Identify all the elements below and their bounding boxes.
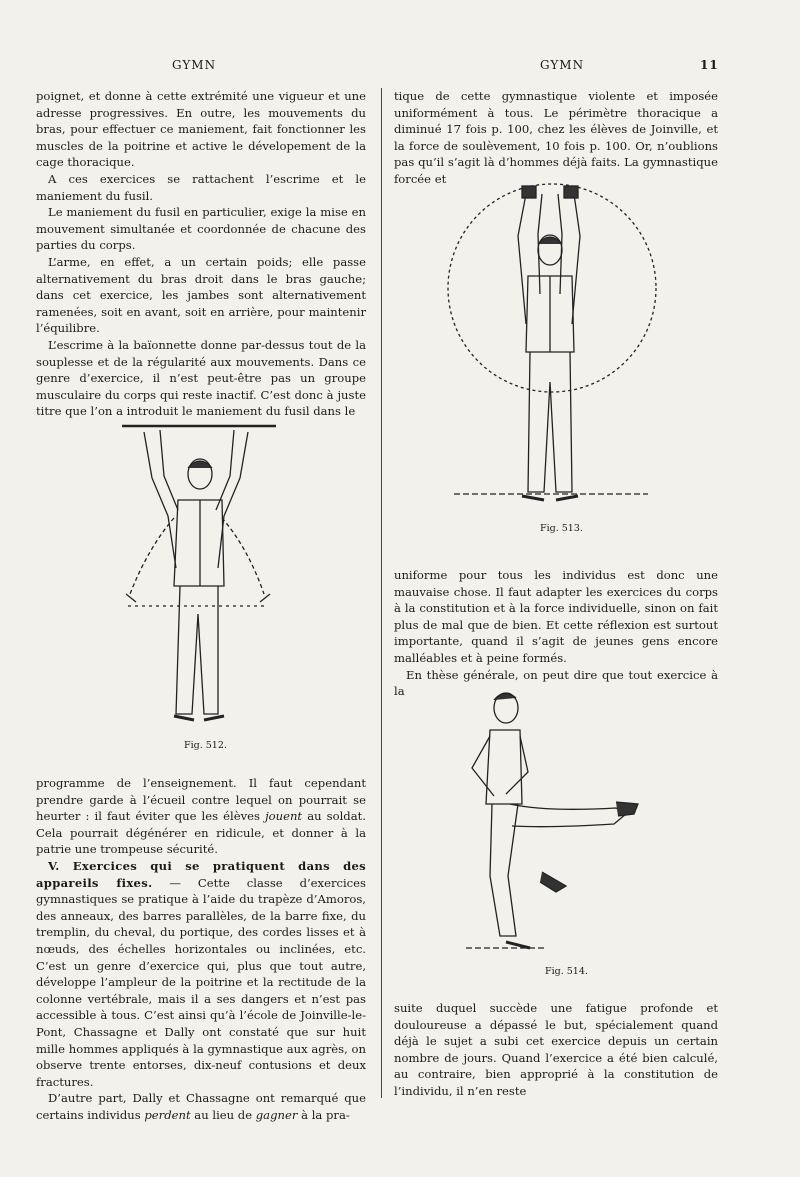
text-run: à la pra-: [297, 1107, 350, 1122]
left-column-top: [36, 88, 366, 420]
paragraph: L’escrime à la baïonnette donne par-dessus tout de la souplesse et de la régularité aux mouvements. Dans ce genre d’exercice, il n’est peut-être pas un groupe musculaire du corps qui reste inactif. C’est donc à juste titre que l’on a introduit le maniement du fusil dans le: [36, 337, 366, 419]
figure-513-caption: Fig. 513.: [540, 523, 583, 534]
emphasis: jouent: [265, 809, 303, 824]
paragraph: A ces exercices se rattachent l’escrime et le maniement du fusil.: [36, 171, 366, 203]
figure-514-caption: Fig. 514.: [545, 966, 588, 977]
text-run: D’autre part, Dally et Chassagne ont remarqué que certains individus: [36, 1091, 366, 1122]
right-column-middle: [394, 567, 718, 700]
column-divider: [381, 88, 382, 1098]
figure-512-illustration: [118, 418, 278, 736]
running-head-left: GYMN: [172, 58, 217, 72]
paragraph: Le maniement du fusil en particulier, exige la mise en mouvement simultanée et coordonnée de chacune des parties du corps.: [36, 205, 366, 253]
paragraph: suite duquel succède une fatigue profonde et douloureuse a dépassé le but, spécialement quand déjà le sujet a subi cet exercice depuis un certain nombre de jours. Quand l’exercice a été bien calculé, au contraire, bien approprié à la constitution de l’individu, il n’en reste: [394, 1001, 718, 1098]
figure-512-caption: Fig. 512.: [184, 740, 227, 751]
paragraph: L’arme, en effet, a un certain poids; elle passe alternativement du bras droit dans le bras gauche; dans cet exercice, les jambes sont alternativement ramenées, soit en avant, soit en arrière, pour maintenir l’équilibre.: [36, 254, 366, 336]
left-column-bottom: [36, 775, 366, 1123]
right-column-top: [394, 88, 718, 188]
paragraph: En thèse générale, on peut dire que tout exercice à la: [394, 667, 718, 699]
right-column-bottom: [394, 1000, 718, 1100]
page-number: 11: [700, 58, 719, 72]
text-run: au soldat. Cela pourrait dégénérer en ridicule, et donner à la patrie une trompeuse sécurité.: [36, 809, 366, 857]
paragraph: [36, 1090, 366, 1123]
emphasis: gagner: [255, 1107, 298, 1122]
emphasis: perdent: [144, 1107, 191, 1122]
paragraph: [36, 775, 366, 858]
paragraph: [36, 858, 366, 1090]
text-run: programme de l’enseignement. Il faut cependant prendre garde à l’écueil contre lequel on pourrait se heurter : il faut éviter que les élèves: [36, 776, 366, 824]
paragraph: poignet, et donne à cette extrémité une vigueur et une adresse progressives. En outre, les mouvements du bras, pour effectuer ce maniement, fait fonctionner les muscles de la poitrine et active le dévelopement de la cage thoracique.: [36, 89, 366, 170]
paragraph: uniforme pour tous les individus est donc une mauvaise chose. Il faut adapter les exercices du corps à la constitution et à la force individuelle, sinon on fait plus de mal que de bien. Et cette réflexion est surtout importante, quand il s’agit de jeunes gens encore malléables et à peine formés.: [394, 568, 718, 665]
text-run: au lieu de: [190, 1107, 256, 1122]
figure-514-illustration: [466, 686, 646, 958]
paragraph: tique de cette gymnastique violente et imposée uniformément à tous. Le périmètre thoracique a diminué 17 fois p. 100, chez les élèves de Joinville, et la force de soulèvement, 10 fois p. 100. Or, n’oublions pas qu’il s’agit là d’hommes déjà faits. La gymnastique forcée et: [394, 89, 718, 186]
running-head-center: GYMN: [540, 58, 585, 72]
figure-513-illustration: [434, 176, 680, 512]
text-run: — Cette classe d’exercices gymnastiques se pratique à l’aide du trapèze d’Amoros, des anneaux, des barres parallèles, de la barre fixe, du tremplin, du cheval, du portique, des cordes lisses et à nœuds, des échelles horizontales ou inclinées, etc. C’est un genre d’exercice qui, plus que tout autre, développe l’ampleur de la poitrine et la rectitude de la colonne vertébrale, mais il a ses dangers et n’est pas accessible à tous. C’est ainsi qu’à l’école de Joinville-le-Pont, Chassagne et Dally ont constaté que sur huit mille hommes appliqués à la gymnastique aux agrès, on observe trente entorses, dix-neuf contusions et deux fractures.: [36, 875, 366, 1089]
section-heading: V. Exercices qui se pratiquent dans des appareils fixes.: [36, 858, 366, 890]
